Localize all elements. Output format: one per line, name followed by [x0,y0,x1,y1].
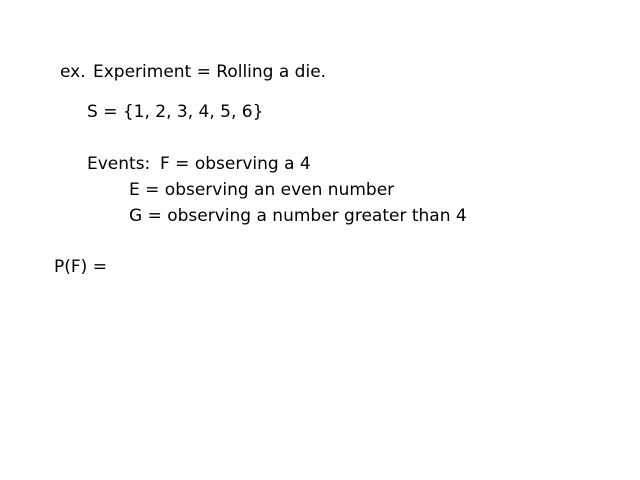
sample-space: S = {1, 2, 3, 4, 5, 6} [87,102,264,122]
events-label: Events: [87,154,151,174]
probability-prompt: P(F) = [54,257,107,277]
event-g: G = observing a number greater than 4 [129,206,467,226]
example-label: ex. [60,62,86,82]
experiment-description: Experiment = Rolling a die. [93,62,327,82]
event-e: E = observing an even number [129,180,395,200]
event-f: F = observing a 4 [160,154,311,174]
